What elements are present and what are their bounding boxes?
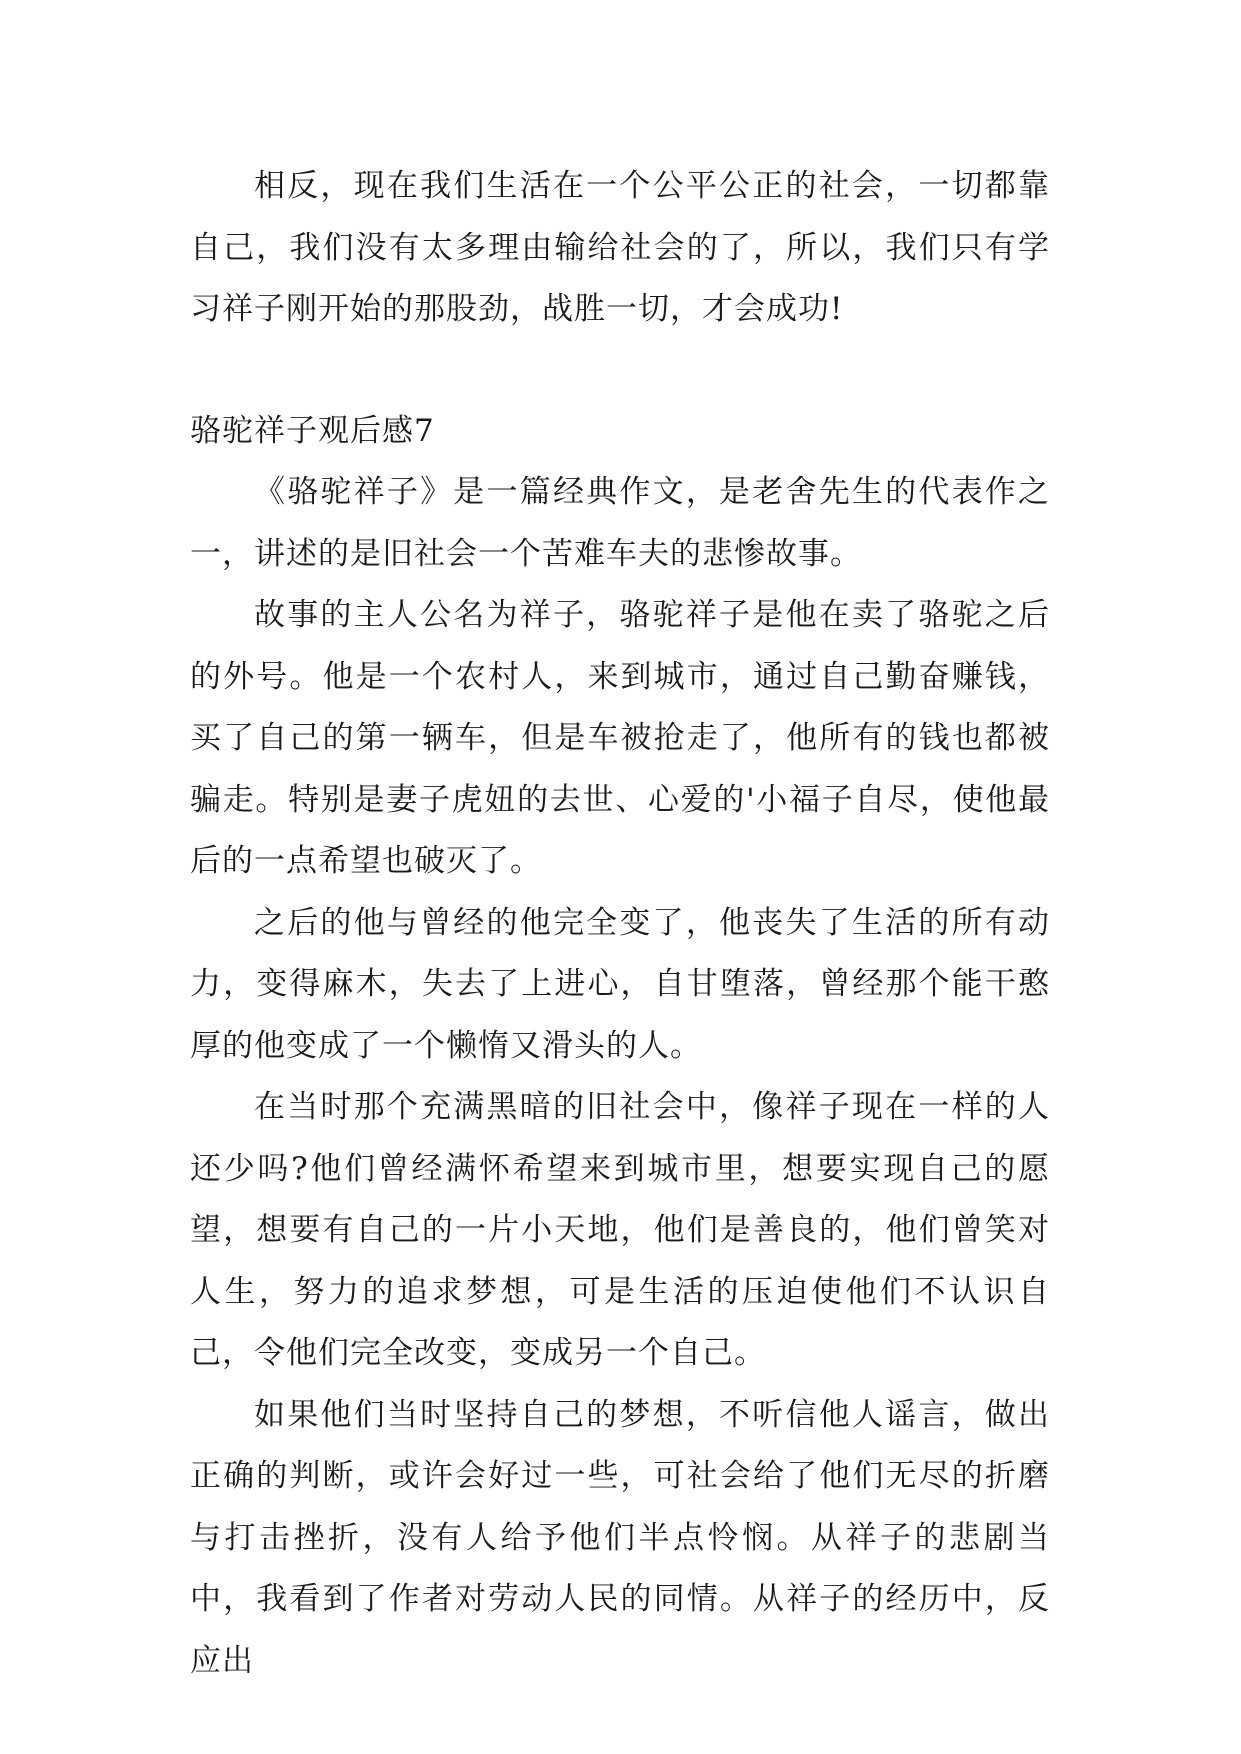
section-title: 骆驼祥子观后感7 xyxy=(190,412,435,449)
body-paragraph-4: 在当时那个充满黑暗的旧社会中，像祥子现在一样的人还少吗?他们曾经满怀希望来到城市里，想要实现自己的愿望，想要有自己的一片小天地，他们是善良的，他们曾笑对人生，努力的追求梦想，可是生活的压迫使他们不认识自己，令他们完全改变，变成另一个自己。 xyxy=(190,1089,1050,1371)
intro-paragraph: 相反，现在我们生活在一个公平公正的社会，一切都靠自己，我们没有太多理由输给社会的了，所以，我们只有学习祥子刚开始的那股劲，战胜一切，才会成功! xyxy=(190,168,1050,327)
body-paragraph-1: 《骆驼祥子》是一篇经典作文，是老舍先生的代表作之一，讲述的是旧社会一个苦难车夫的悲惨故事。 xyxy=(190,474,1050,572)
body-paragraph-5: 如果他们当时坚持自己的梦想，不听信他人谣言，做出正确的判断，或许会好过一些，可社会给了他们无尽的折磨与打击挫折，没有人给予他们半点怜悯。从祥子的悲剧当中，我看到了作者对劳动人民的同情。从祥子的经历中，反应出 xyxy=(190,1396,1050,1679)
section-spacer xyxy=(190,341,1050,401)
body-paragraph-2: 故事的主人公名为祥子，骆驼祥子是他在卖了骆驼之后的外号。他是一个农村人，来到城市，通过自己勤奋赚钱，买了自己的第一辆车，但是车被抢走了，他所有的钱也都被骗走。特别是妻子虎妞的去世、心爱的'小福子自尽，使他最后的一点希望也破灭了。 xyxy=(190,597,1050,879)
document-body xyxy=(190,156,1050,1692)
body-paragraph-3: 之后的他与曾经的他完全变了，他丧失了生活的所有动力，变得麻木，失去了上进心，自甘堕落，曾经那个能干憨厚的他变成了一个懒惰又滑头的人。 xyxy=(190,904,1050,1064)
